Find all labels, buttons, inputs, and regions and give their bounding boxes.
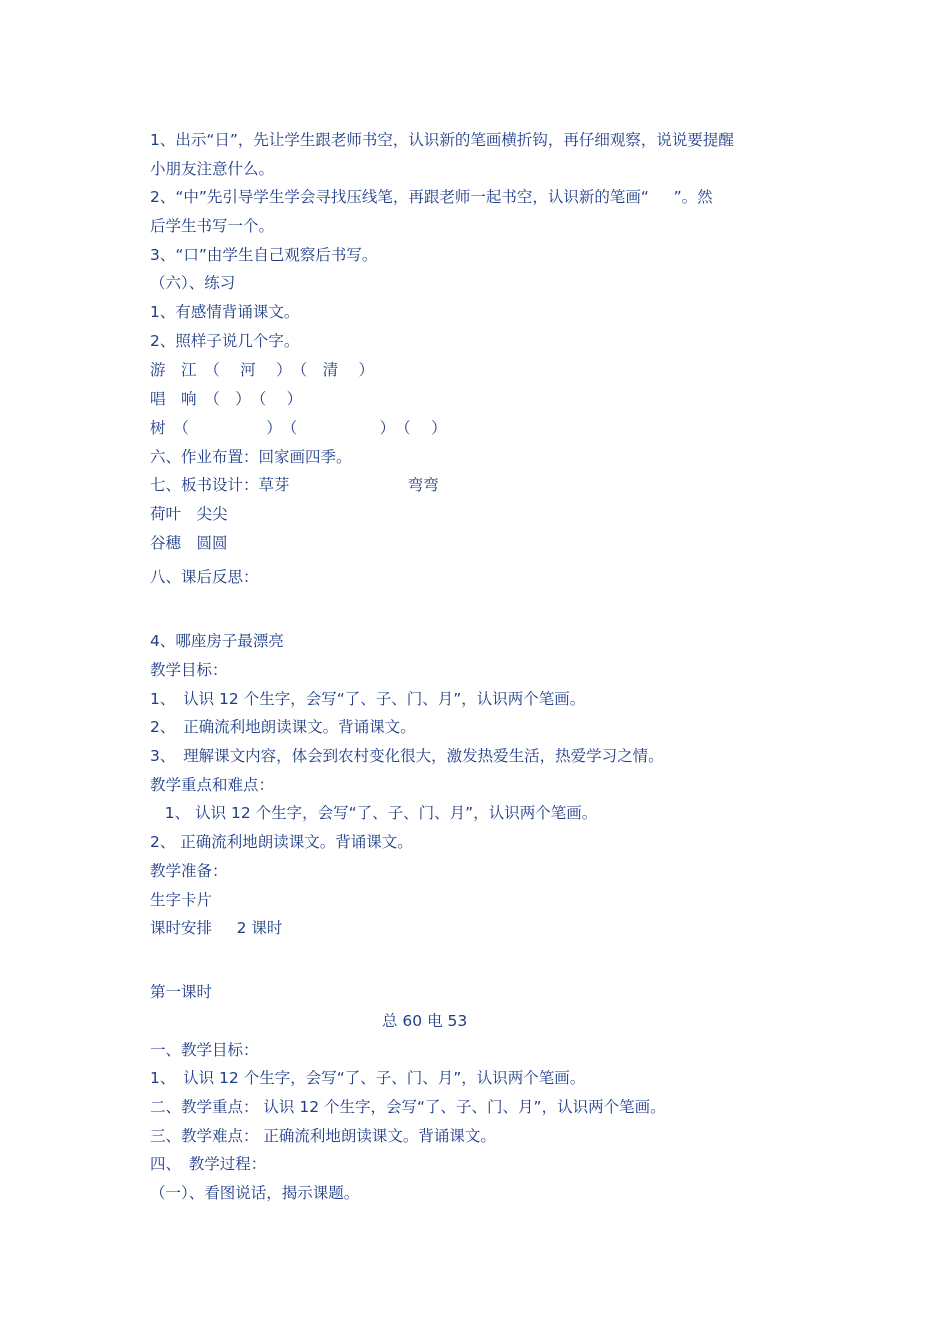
key-point-2: 2、 正确流利地朗读课文。背诵课文。 (150, 833, 413, 851)
step-3-line: 3、“口”由学生自己观察后书写。 (150, 246, 378, 264)
step-2-line-a: 2、“中”先引导学生学会寻找压线笔，再跟老师一起书空，认识新的笔画“ ”。然 (150, 188, 713, 206)
step-2-line-b: 后学生书写一个。 (150, 217, 275, 235)
preparation-item: 生字卡片 (150, 891, 213, 909)
first-period-heading: 第一课时 (150, 983, 213, 1001)
step-1-line-b: 小朋友注意什么。 (150, 160, 275, 178)
preparation-heading: 教学准备： (150, 862, 228, 880)
lesson-title: 4、哪座房子最漂亮 (150, 632, 284, 650)
word-pattern-row-3: 树 （ ） （ ） （ ） (150, 419, 447, 437)
practice-item-1: 1、有感情背诵课文。 (150, 303, 300, 321)
page-counter: 总 60 电 53 (382, 1012, 468, 1030)
process-step-1: （一）、看图说话，揭示课题。 (150, 1184, 360, 1202)
period-goal-item-1: 1、 认识 12 个生字，会写“了、子、门、月”，认识两个笔画。 (150, 1069, 586, 1087)
goal-item-2: 2、 正确流利地朗读课文。背诵课文。 (150, 718, 416, 736)
step-1-line-a: 1、出示“日”，先让学生跟老师书空，认识新的笔画横折钩，再仔细观察，说说要提醒 (150, 131, 734, 149)
goal-item-3: 3、 理解课文内容，体会到农村变化很大，激发热爱生活，热爱学习之情。 (150, 747, 664, 765)
key-points-heading: 教学重点和难点： (150, 776, 275, 794)
reflection-heading: 八、课后反思： (150, 568, 259, 586)
board-design-row-2: 荷叶 尖尖 (150, 505, 228, 523)
word-pattern-row-1: 游 江 （ 河 ） （ 清 ） (150, 361, 375, 379)
period-goals-heading: 一、教学目标： (150, 1041, 259, 1059)
key-point-1: 1、 认识 12 个生字，会写“了、子、门、月”，认识两个笔画。 (150, 804, 598, 822)
board-design-line: 七、板书设计：草芽 弯弯 (150, 476, 439, 494)
schedule-line: 课时安排 2 课时 (150, 919, 283, 937)
goal-item-1: 1、 认识 12 个生字，会写“了、子、门、月”，认识两个笔画。 (150, 690, 586, 708)
word-pattern-row-2: 唱 响 （ ） （ ） (150, 390, 303, 408)
homework-line: 六、作业布置：回家画四季。 (150, 448, 352, 466)
practice-item-2: 2、照样子说几个字。 (150, 332, 300, 350)
period-difficulty: 三、教学难点： 正确流利地朗读课文。背诵课文。 (150, 1127, 496, 1145)
process-heading: 四、 教学过程： (150, 1155, 267, 1173)
board-design-row-3: 谷穗 圆圆 (150, 534, 228, 552)
section-practice-heading: （六）、练习 (150, 274, 236, 292)
teaching-goals-heading: 教学目标： (150, 661, 228, 679)
period-key-point: 二、教学重点： 认识 12 个生字，会写“了、子、门、月”，认识两个笔画。 (150, 1098, 666, 1116)
